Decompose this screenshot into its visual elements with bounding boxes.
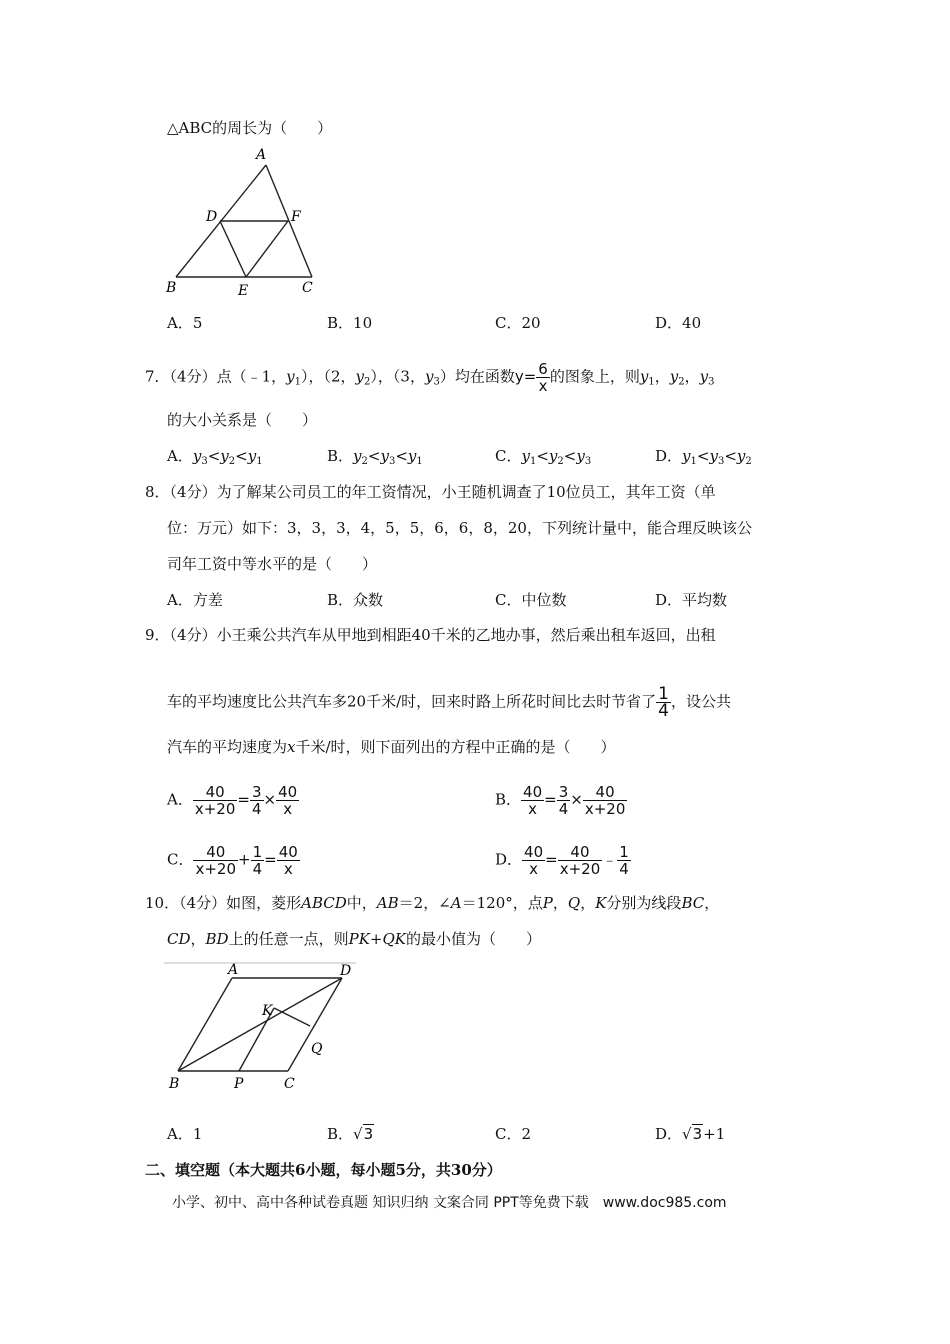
seg-kq [274, 1008, 310, 1026]
q10-option-d[interactable]: D．√3+1 [655, 1125, 726, 1143]
q9-line1: 9．（4分）小王乘公共汽车从甲地到相距40千米的乙地办事，然后乘出租车返回，出租 [145, 626, 716, 644]
edge-de [220, 221, 246, 277]
edge-ef [246, 221, 288, 277]
q7-line1: 7．（4分）点（﹣1，$y_1$），（2，$y_2$），（3，$y_3$）均在函数y= $\frac{6}{x}$ 的图象上，则$y_1$，$y_2$，$y_3$ [145, 360, 715, 395]
label-a: A [228, 962, 239, 978]
q10-option-a[interactable]: A．1 [167, 1125, 203, 1143]
sqrt-icon: √3 [353, 1125, 374, 1143]
q9-option-d[interactable]: D． $\frac{40}{x}$ = $\frac{40}{x+20}$ ﹣ $\frac{1}{4}$ [495, 843, 629, 878]
q8-option-c[interactable]: C．中位数 [495, 591, 567, 609]
q8-line1: 8．（4分）为了解某公司员工的年工资情况，小王随机调查了10位员工，其年工资（单 [145, 483, 716, 501]
label-c: C [302, 280, 313, 296]
q7-option-d[interactable]: D．$y_1<y_3<y_2$ [655, 447, 752, 467]
edge-ab [178, 978, 232, 1071]
q6-stem-tail: △ABC的周长为（ ） [167, 119, 333, 137]
q6-option-d[interactable]: D．40 [655, 314, 702, 332]
label-d: D [340, 963, 352, 979]
label-b: B [169, 1076, 180, 1092]
q10-line1: 10．（4分）如图，菱形ABCD中，AB＝2，∠A＝120°，点P，Q，K分别为线段BC， [145, 894, 720, 912]
label-e: E [238, 283, 249, 299]
label-a: A [256, 147, 267, 163]
section-heading: 二、填空题（本大题共6小题，每小题5分，共30分） [145, 1161, 502, 1179]
q10-line2: CD，BD上的任意一点，则PK+QK的最小值为（ ） [167, 930, 541, 948]
q9-option-b[interactable]: B． $\frac{40}{x}$ = $\frac{3}{4}$ × $\frac{40}{x+20}$ [495, 783, 626, 818]
q6-figure [160, 145, 330, 300]
q9-quarter-fraction: $\frac{1}{4}$ [658, 684, 669, 721]
q7-function-fraction: $\frac{6}{x}$ [538, 360, 548, 395]
q7-option-a[interactable]: A．$y_3<y_2<y_1$ [167, 447, 263, 467]
q6-option-b[interactable]: B．10 [327, 314, 373, 332]
q9-option-c[interactable]: C． $\frac{40}{x+20}$ + $\frac{1}{4}$ = $\frac{40}{x}$ [167, 843, 298, 878]
q8-option-b[interactable]: B．众数 [327, 591, 384, 609]
q8-option-d[interactable]: D．平均数 [655, 591, 728, 609]
edge-cd [288, 978, 342, 1071]
label-q: Q [311, 1041, 323, 1057]
q9-option-a[interactable]: A． $\frac{40}{x+20}$ = $\frac{3}{4}$ × $\frac{40}{x}$ [167, 783, 298, 818]
q7-option-b[interactable]: B．$y_2<y_3<y_1$ [327, 447, 423, 467]
q8-line3: 司年工资中等水平的是（ ） [167, 555, 378, 573]
q6-option-a[interactable]: A．5 [167, 314, 203, 332]
diag-bd [178, 978, 342, 1071]
footer-ad[interactable]: 小学、初中、高中各种试卷真题 知识归纳 文案合同 PPT等免费下载 www.doc985.com [172, 1195, 727, 1211]
q6-option-c[interactable]: C．20 [495, 314, 541, 332]
q10-option-b[interactable]: B．√3 [327, 1125, 374, 1143]
label-d: D [206, 209, 218, 225]
sqrt-icon: √3 [682, 1125, 703, 1143]
q9-line3: 汽车的平均速度为x千米/时，则下面列出的方程中正确的是（ ） [167, 738, 616, 756]
q9-line2: 车的平均速度比公共汽车多20千米/时，回来时路上所花时间比去时节省了 $\frac{1}{4}$ ，设公共 [167, 684, 731, 721]
label-k: K [262, 1003, 273, 1019]
q10-figure [160, 958, 370, 1098]
q7-line2: 的大小关系是（ ） [167, 411, 318, 429]
label-c: C [284, 1076, 295, 1092]
q10-option-c[interactable]: C．2 [495, 1125, 532, 1143]
q7-option-c[interactable]: C．$y_1<y_2<y_3$ [495, 447, 592, 467]
label-f: F [291, 209, 301, 225]
q8-line2: 位：万元）如下：3，3，3，4，5，5，6，6，8，20，下列统计量中，能合理反映该公 [167, 519, 752, 537]
q8-option-a[interactable]: A．方差 [167, 591, 223, 609]
label-b: B [166, 280, 177, 296]
label-p: P [234, 1076, 244, 1092]
